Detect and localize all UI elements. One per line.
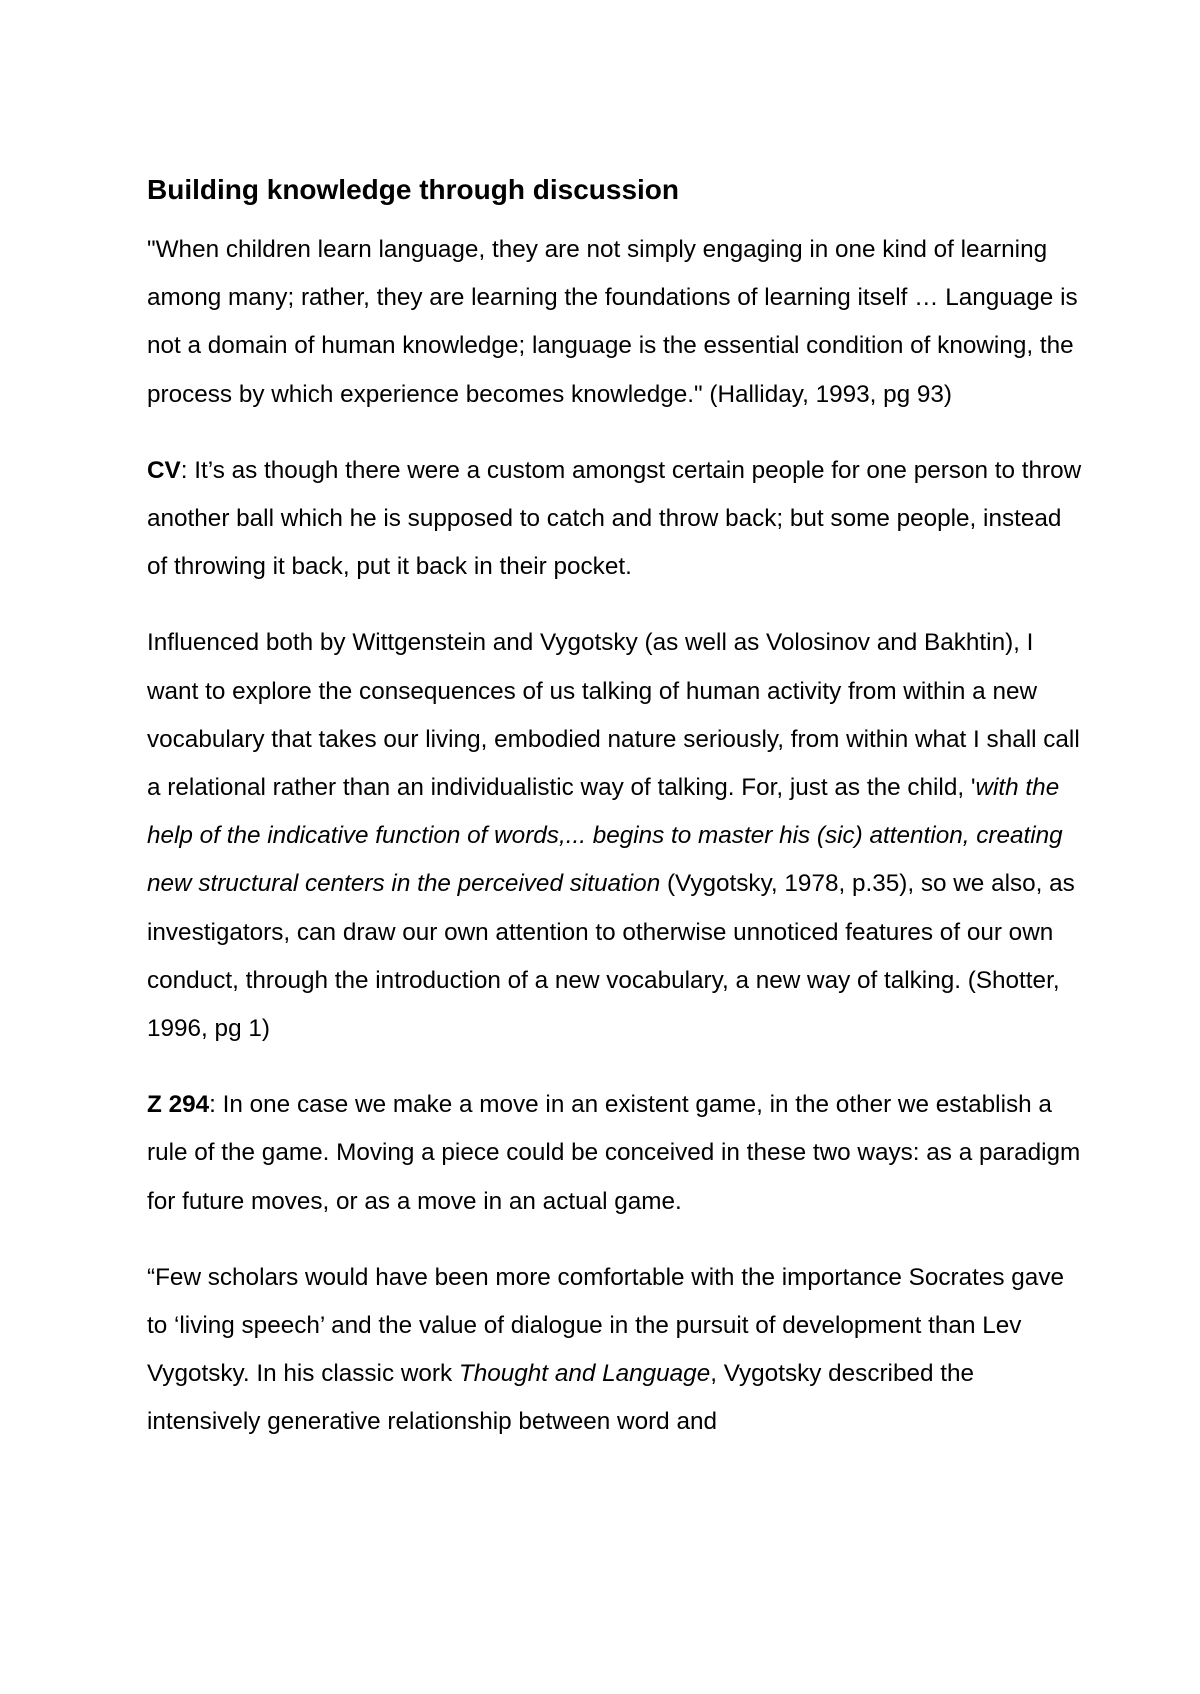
book-title-italic: Thought and Language <box>458 1360 711 1388</box>
cv-text: : It’s as though there were a custom amongst certain people for one person to throw another ball which he is supposed to catch and throw back; but some people, instead of throwing it back, put it back in their pocket. <box>147 456 1082 581</box>
socrates-text-part-1: “Few scholars would have been more comfortable with the importance Socrates gave to ‘living speech’ and the value of dialogue in the pursuit of development than Lev Vygotsky. In his classic work <box>147 1263 1064 1388</box>
z294-label: Z 294 <box>147 1091 210 1119</box>
document-body <box>147 168 1082 1475</box>
document-title: Building knowledge through discussion <box>147 174 679 205</box>
socrates-text-part-2: , Vygotsky described the intensively generative relationship between word and <box>147 1360 975 1436</box>
socrates-paragraph <box>147 1254 1082 1447</box>
shotter-text-part-2: (Vygotsky, 1978, p.35), so we also, as investigators, can draw our own attention to otherwise unnoticed features of our own conduct, through the introduction of a new vocabulary, a new way of talking. (Shotter, 1996, pg 1) <box>147 870 1075 1043</box>
z294-text: : In one case we make a move in an existent game, in the other we establish a rule of the game. Moving a piece could be conceived in these two ways: as a paradigm for future moves, or as a move in an actual game. <box>147 1091 1081 1215</box>
halliday-quote-paragraph <box>147 226 1082 419</box>
cv-label: CV <box>147 456 181 484</box>
shotter-paragraph <box>147 619 1082 1053</box>
z294-paragraph <box>147 1081 1082 1226</box>
halliday-quote-text: "When children learn language, they are not simply engaging in one kind of learning among many; rather, they are learning the foundations of learning itself … Language is not a domain of human knowledge; language is the essential condition of knowing, the process by which experience becomes knowledge." (Halliday, 1993, pg 93) <box>147 236 1078 408</box>
vygotsky-italic-quote: with the help of the indicative function of words,... begins to master his (sic) attention, creating new structural centers in the perceived situation <box>147 774 1063 898</box>
cv-paragraph <box>147 447 1082 592</box>
shotter-text-part-1: Influenced both by Wittgenstein and Vygotsky (as well as Volosinov and Bakhtin), I want to explore the consequences of us talking of human activity from within a new vocabulary that takes our living, embodied nature seriously, from within what I shall call a relational rather than an individualistic way of talking. For, just as the child, ' <box>147 629 1080 802</box>
